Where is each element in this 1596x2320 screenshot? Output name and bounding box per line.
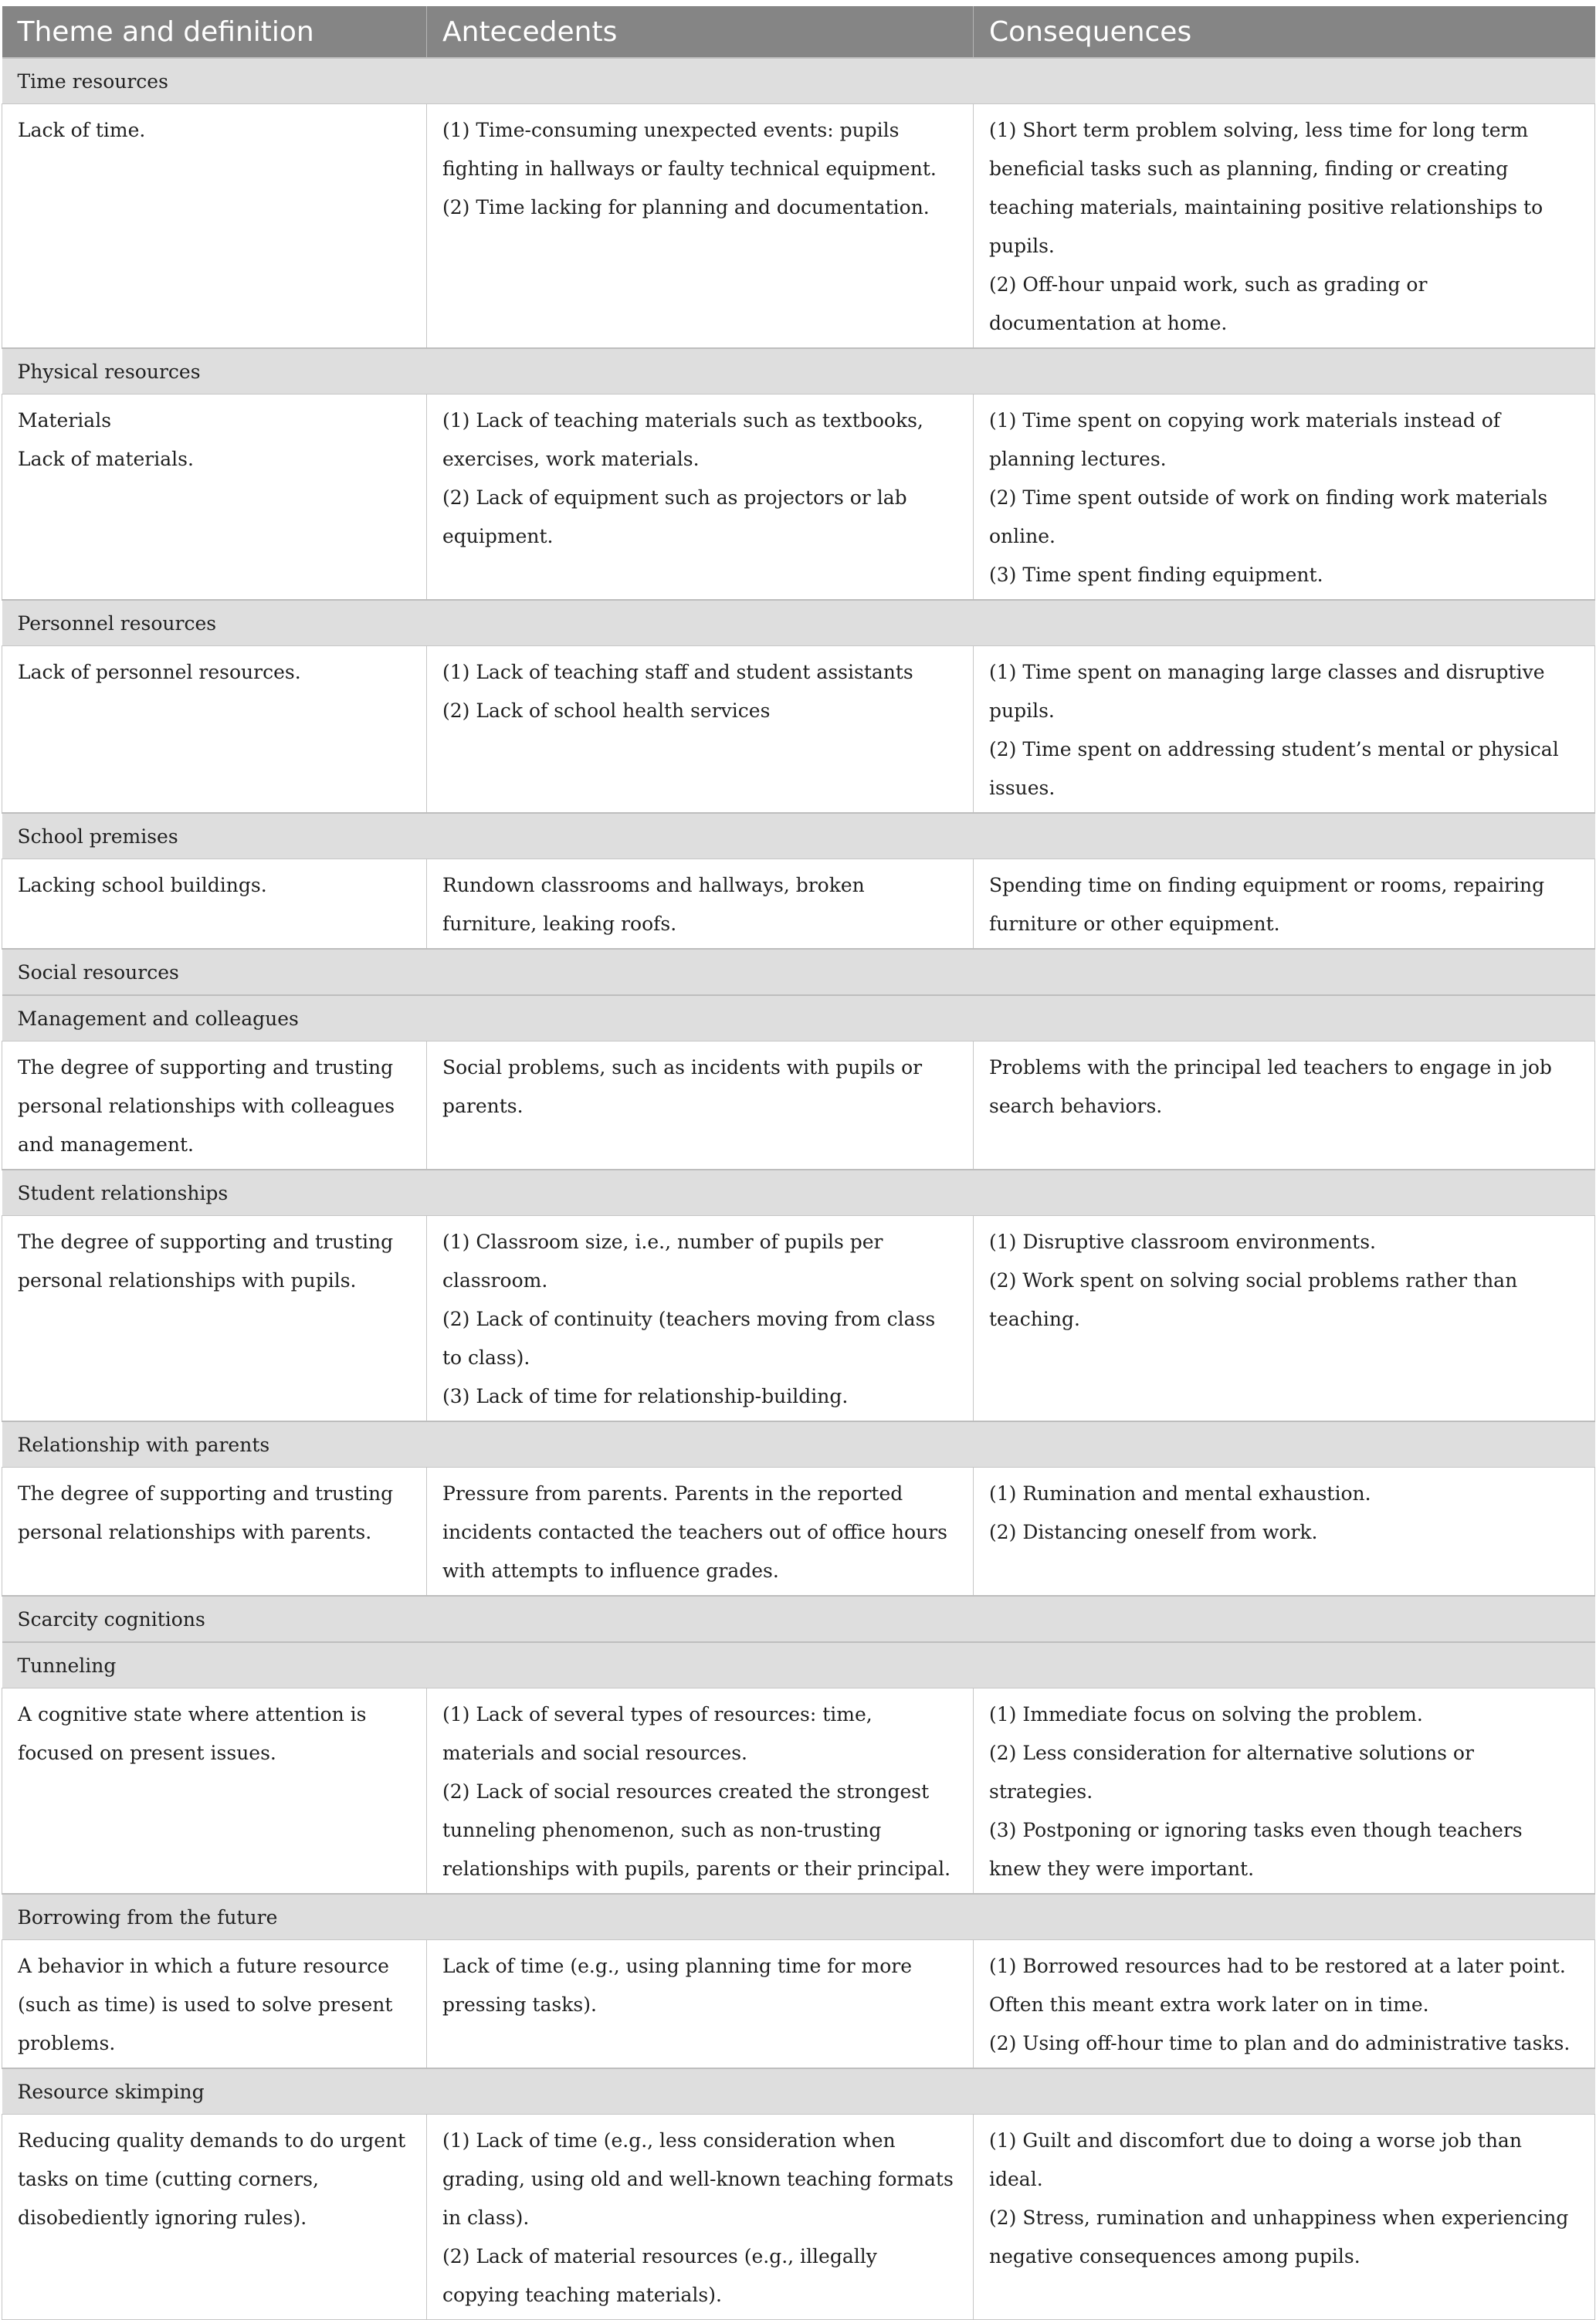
consequences-cell xyxy=(974,646,1595,814)
cell-text-line: (1) Lack of several types of resources: time, materials and social resources. xyxy=(442,1703,873,1764)
section-label: Personnel resources xyxy=(2,600,1595,646)
cell-text-line: (1) Time-consuming unexpected events: pupils fighting in hallways or faulty technical equipment. xyxy=(442,119,937,180)
table-row xyxy=(2,646,1595,814)
antecedents-cell xyxy=(427,1940,974,2069)
section-label: Social resources xyxy=(2,949,1595,995)
cell-text-line: (2) Less consideration for alternative solutions or strategies. xyxy=(989,1742,1474,1803)
cell-text-line: (1) Lack of time (e.g., less consideration when grading, using old and well-known teaching formats in class). xyxy=(442,2129,954,2229)
cell-text-line: Materials xyxy=(18,409,112,432)
cell-text-line: (3) Postponing or ignoring tasks even though teachers knew they were important. xyxy=(989,1819,1523,1880)
theme-cell xyxy=(2,646,427,814)
table-row xyxy=(2,104,1595,349)
cell-text-line: A behavior in which a future resource (such as time) is used to solve present problems. xyxy=(18,1955,393,2054)
antecedents-cell xyxy=(427,1041,974,1170)
theme-cell xyxy=(2,1468,427,1597)
cell-text-line: Spending time on finding equipment or rooms, repairing furniture or other equipment. xyxy=(989,874,1545,935)
section-row xyxy=(2,600,1595,646)
cell-text-line: (2) Lack of school health services xyxy=(442,699,771,722)
cell-text-line: (1) Time spent on copying work materials instead of planning lectures. xyxy=(989,409,1501,470)
section-row xyxy=(2,348,1595,395)
section-row xyxy=(2,813,1595,859)
consequences-cell xyxy=(974,104,1595,349)
section-row xyxy=(2,1642,1595,1688)
section-label: Relationship with parents xyxy=(2,1421,1595,1468)
table-row xyxy=(2,395,1595,601)
cell-text-line: (1) Lack of teaching materials such as textbooks, exercises, work materials. xyxy=(442,409,923,470)
antecedents-cell xyxy=(427,646,974,814)
section-row xyxy=(2,2068,1595,2115)
section-label: Management and colleagues xyxy=(2,995,1595,1041)
cell-text-line: A cognitive state where attention is focused on present issues. xyxy=(18,1703,367,1764)
cell-text-line: The degree of supporting and trusting personal relationships with pupils. xyxy=(18,1231,394,1292)
header-theme-and-definition: Theme and definition xyxy=(2,6,427,58)
consequences-cell xyxy=(974,2115,1595,2320)
cell-text-line: (2) Distancing oneself from work. xyxy=(989,1521,1318,1543)
antecedents-cell xyxy=(427,104,974,349)
antecedents-cell xyxy=(427,1688,974,1895)
cell-text-line: (2) Off-hour unpaid work, such as grading or documentation at home. xyxy=(989,273,1428,334)
section-label: Student relationships xyxy=(2,1170,1595,1216)
section-row xyxy=(2,995,1595,1041)
section-label: School premises xyxy=(2,813,1595,859)
section-row xyxy=(2,1170,1595,1216)
table-row xyxy=(2,1041,1595,1170)
consequences-cell xyxy=(974,1688,1595,1895)
section-label: Borrowing from the future xyxy=(2,1894,1595,1940)
theme-cell xyxy=(2,1041,427,1170)
section-row xyxy=(2,1596,1595,1642)
cell-text-line: (1) Rumination and mental exhaustion. xyxy=(989,1482,1371,1505)
consequences-cell xyxy=(974,859,1595,950)
header-row xyxy=(2,6,1595,58)
cell-text-line: The degree of supporting and trusting personal relationships with colleagues and management. xyxy=(18,1056,395,1156)
table-row xyxy=(2,1688,1595,1895)
table-row xyxy=(2,1468,1595,1597)
antecedents-cell xyxy=(427,1216,974,1422)
cell-text-line: Lack of time. xyxy=(18,119,146,141)
theme-cell xyxy=(2,395,427,601)
section-label: Resource skimping xyxy=(2,2068,1595,2115)
cell-text-line: (2) Stress, rumination and unhappiness when experiencing negative consequences among pupils. xyxy=(989,2207,1569,2268)
cell-text-line: (1) Disruptive classroom environments. xyxy=(989,1231,1377,1253)
table-row xyxy=(2,859,1595,950)
antecedents-cell xyxy=(427,859,974,950)
themes-table xyxy=(2,6,1595,2320)
cell-text-line: Problems with the principal led teachers to engage in job search behaviors. xyxy=(989,1056,1552,1117)
section-label: Time resources xyxy=(2,58,1595,104)
cell-text-line: The degree of supporting and trusting personal relationships with parents. xyxy=(18,1482,394,1543)
section-label: Scarcity cognitions xyxy=(2,1596,1595,1642)
theme-cell xyxy=(2,1216,427,1422)
section-row xyxy=(2,58,1595,104)
consequences-cell xyxy=(974,1216,1595,1422)
section-label: Tunneling xyxy=(2,1642,1595,1688)
table-row xyxy=(2,2115,1595,2320)
table-header xyxy=(2,6,1595,58)
table-row xyxy=(2,1940,1595,2069)
theme-cell xyxy=(2,1940,427,2069)
antecedents-cell xyxy=(427,1468,974,1597)
cell-text-line: (3) Time spent finding equipment. xyxy=(989,564,1323,586)
cell-text-line: (2) Time spent on addressing student’s mental or physical issues. xyxy=(989,738,1559,799)
cell-text-line: Rundown classrooms and hallways, broken furniture, leaking roofs. xyxy=(442,874,865,935)
cell-text-line: (2) Lack of equipment such as projectors or lab equipment. xyxy=(442,486,907,547)
theme-cell xyxy=(2,104,427,349)
cell-text-line: (1) Classroom size, i.e., number of pupils per classroom. xyxy=(442,1231,883,1292)
cell-text-line: (3) Lack of time for relationship-building. xyxy=(442,1385,849,1407)
cell-text-line: (2) Lack of material resources (e.g., illegally copying teaching materials). xyxy=(442,2245,877,2306)
header-consequences: Consequences xyxy=(974,6,1595,58)
consequences-cell xyxy=(974,1940,1595,2069)
cell-text-line: (1) Immediate focus on solving the problem. xyxy=(989,1703,1423,1726)
cell-text-line: Lacking school buildings. xyxy=(18,874,267,896)
section-row xyxy=(2,949,1595,995)
header-antecedents: Antecedents xyxy=(427,6,974,58)
cell-text-line: Social problems, such as incidents with pupils or parents. xyxy=(442,1056,923,1117)
theme-cell xyxy=(2,1688,427,1895)
cell-text-line: Lack of time (e.g., using planning time for more pressing tasks). xyxy=(442,1955,913,2016)
consequences-cell xyxy=(974,1468,1595,1597)
antecedents-cell xyxy=(427,2115,974,2320)
cell-text-line: (2) Lack of continuity (teachers moving from class to class). xyxy=(442,1308,936,1369)
antecedents-cell xyxy=(427,395,974,601)
cell-text-line: (2) Using off-hour time to plan and do administrative tasks. xyxy=(989,2032,1571,2054)
cell-text-line: (1) Borrowed resources had to be restored at a later point. Often this meant extra work later on in time. xyxy=(989,1955,1566,2016)
table-body xyxy=(2,58,1595,2320)
theme-cell xyxy=(2,859,427,950)
cell-text-line: (1) Time spent on managing large classes and disruptive pupils. xyxy=(989,661,1545,722)
cell-text-line: (1) Short term problem solving, less time for long term beneficial tasks such as planning, finding or creating teaching materials, maintaining positive relationships to pupils. xyxy=(989,119,1543,257)
cell-text-line: (1) Lack of teaching staff and student assistants xyxy=(442,661,913,683)
cell-text-line: Reducing quality demands to do urgent tasks on time (cutting corners, disobediently ignoring rules). xyxy=(18,2129,406,2229)
cell-text-line: Lack of personnel resources. xyxy=(18,661,301,683)
section-label: Physical resources xyxy=(2,348,1595,395)
cell-text-line: Pressure from parents. Parents in the reported incidents contacted the teachers out of office hours with attempts to influence grades. xyxy=(442,1482,947,1582)
section-row xyxy=(2,1421,1595,1468)
cell-text-line: (2) Lack of social resources created the strongest tunneling phenomenon, such as non-trusting relationships with pupils, parents or their principal. xyxy=(442,1780,951,1880)
cell-text-line: Lack of materials. xyxy=(18,448,194,470)
consequences-cell xyxy=(974,1041,1595,1170)
consequences-cell xyxy=(974,395,1595,601)
cell-text-line: (2) Work spent on solving social problems rather than teaching. xyxy=(989,1269,1518,1330)
cell-text-line: (2) Time lacking for planning and documentation. xyxy=(442,196,930,218)
table-row xyxy=(2,1216,1595,1422)
cell-text-line: (1) Guilt and discomfort due to doing a worse job than ideal. xyxy=(989,2129,1522,2190)
cell-text-line: (2) Time spent outside of work on finding work materials online. xyxy=(989,486,1548,547)
section-row xyxy=(2,1894,1595,1940)
theme-cell xyxy=(2,2115,427,2320)
